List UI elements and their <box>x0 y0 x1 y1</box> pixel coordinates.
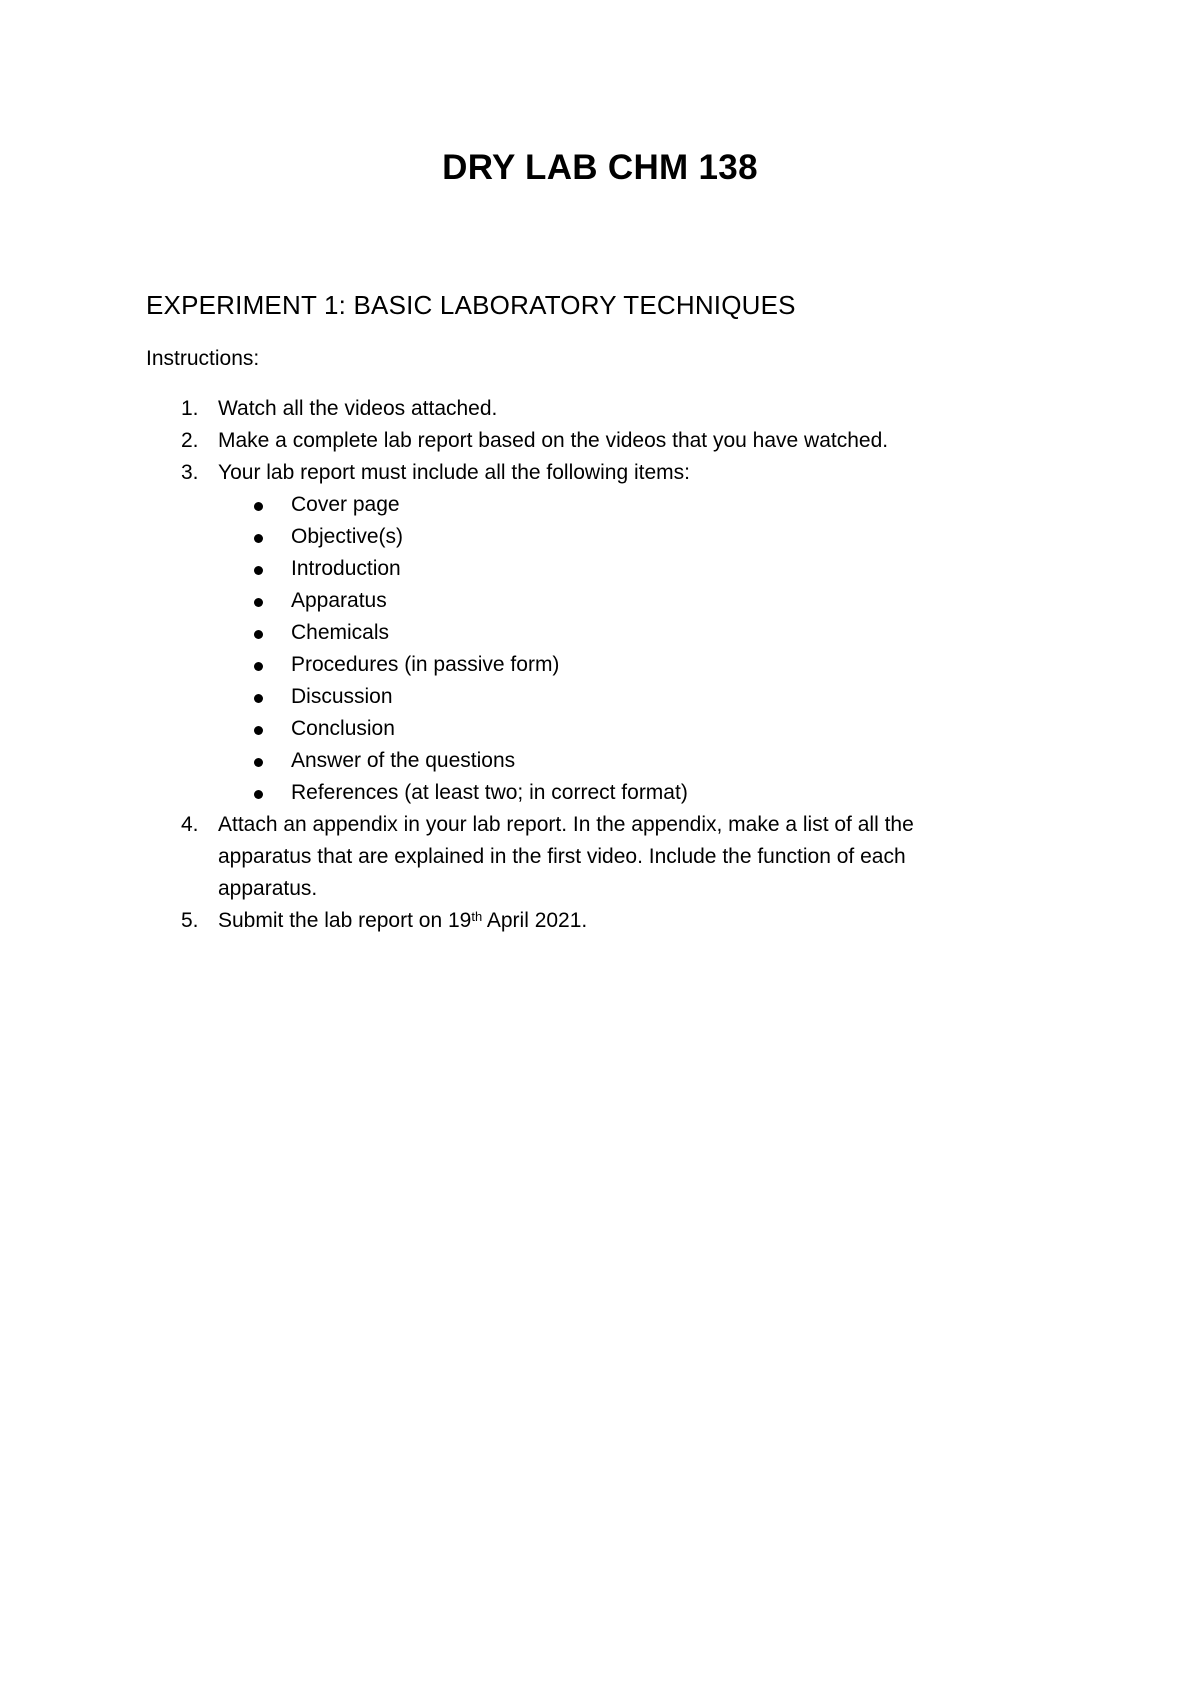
item-text-before: Submit the lab report on 19 <box>218 909 472 932</box>
bullet-text: References (at least two; in correct format) <box>291 781 688 804</box>
bullet-icon <box>254 534 263 543</box>
bullet-text: Chemicals <box>291 621 390 644</box>
bullet-text: Cover page <box>291 493 400 516</box>
experiment-heading: EXPERIMENT 1: BASIC LABORATORY TECHNIQUES <box>146 290 796 320</box>
item-text-after: April 2021. <box>482 909 588 932</box>
item-number: 1. <box>181 397 199 420</box>
item-number: 2. <box>181 429 199 452</box>
bullet-icon <box>254 694 263 703</box>
item-text-line: apparatus. <box>218 877 318 900</box>
item-text: Watch all the videos attached. <box>218 397 498 420</box>
bullet-text: Objective(s) <box>291 525 404 548</box>
item-number: 4. <box>181 813 199 836</box>
item-text-line: Attach an appendix in your lab report. In the appendix, make a list of all the <box>218 813 914 836</box>
bullet-text: Conclusion <box>291 717 395 740</box>
bullet-icon <box>254 726 263 735</box>
bullet-text: Introduction <box>291 557 401 580</box>
bullet-text: Apparatus <box>291 589 387 612</box>
item-superscript: th <box>471 909 483 924</box>
bullet-text: Discussion <box>291 685 393 708</box>
bullet-icon <box>254 662 263 671</box>
bullet-text: Answer of the questions <box>291 749 516 772</box>
item-number: 5. <box>181 909 199 932</box>
item-text-line: apparatus that are explained in the first video. Include the function of each <box>218 845 906 868</box>
item-text: Your lab report must include all the following items: <box>218 461 690 484</box>
item-text <box>218 909 587 933</box>
instructions-label: Instructions: <box>146 347 260 370</box>
bullet-text: Procedures (in passive form) <box>291 653 560 676</box>
bullet-icon <box>254 790 263 799</box>
item-text: Make a complete lab report based on the videos that you have watched. <box>218 429 889 452</box>
bullet-icon <box>254 566 263 575</box>
bullet-icon <box>254 758 263 767</box>
bullet-icon <box>254 502 263 511</box>
item-number: 3. <box>181 461 199 484</box>
bullet-icon <box>254 598 263 607</box>
bullet-icon <box>254 630 263 639</box>
document-title: DRY LAB CHM 138 <box>442 148 758 187</box>
